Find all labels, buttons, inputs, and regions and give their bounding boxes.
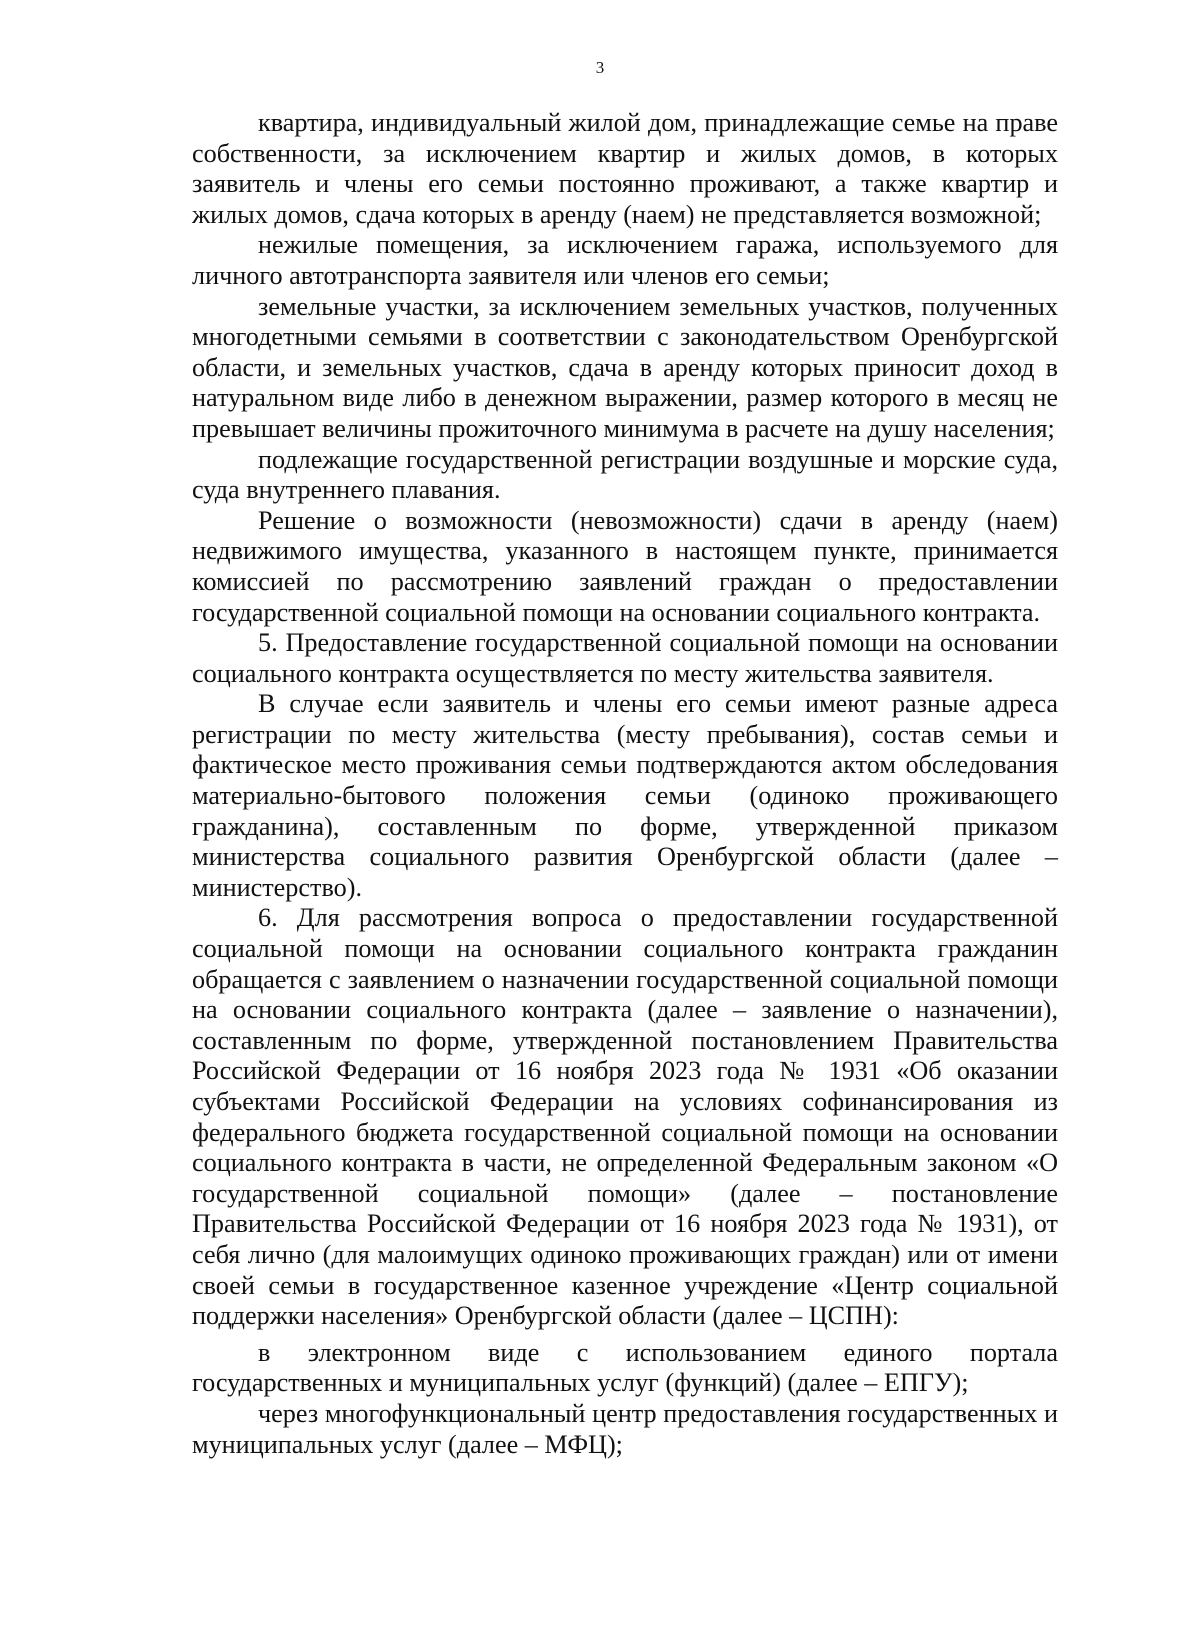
paragraph: квартира, индивидуальный жилой дом, принадлежащие семье на праве собственности, за исключением квартир и жилых домов, в которых заявитель и члены его семьи постоянно проживают, а также квартир и жилых домов, сдача которых в аренду (наем) не представляется возможной; (192, 108, 1058, 229)
paragraph: 5. Предоставление государственной социальной помощи на основании социального контракта осуществляется по месту жительства заявителя. (192, 628, 1058, 688)
paragraph: подлежащие государственной регистрации воздушные и морские суда, суда внутреннего плавания. (192, 444, 1058, 505)
paragraph: в электронном виде с использованием единого портала государственных и муниципальных услуг (функций) (далее – ЕПГУ); (192, 1337, 1058, 1398)
paragraph: через многофункциональный центр предоставления государственных и муниципальных услуг (далее – МФЦ); (192, 1398, 1058, 1459)
paragraph: земельные участки, за исключением земельных участков, полученных многодетными семьями в соответствии с законодательством Оренбургской области, и земельных участков, сдача в аренду которых приносит доход в натуральном виде либо в денежном выражении, размер которого в месяц не превышает величины прожиточного минимума в расчете на душу населения; (192, 291, 1058, 443)
paragraph: 6. Для рассмотрения вопроса о предоставлении государственной социальной помощи на основании социального контракта гражданин обращается с заявлением о назначении государственной социальной помощи на основании социального контракта (далее – заявление о назначении), составленным по форме, утвержденной постановлением Правительства Российской Федерации от 16 ноября 2023 года № 1931 «Об оказании субъектами Российской Федерации на условиях софинансирования из федерального бюджета государственной социальной помощи на основании социального контракта в части, не определенной Федеральным законом «О государственной социальной помощи» (далее – постановление Правительства Российской Федерации от 16 ноября 2023 года № 1931), от себя лично (для малоимущих одиноко проживающих граждан) или от имени своей семьи в государственное казенное учреждение «Центр социальной поддержки населения» Оренбургской области (далее – ЦСПН): (192, 903, 1058, 1331)
document-body (192, 108, 1058, 1460)
paragraph: В случае если заявитель и члены его семьи имеют разные адреса регистрации по месту жительства (месту пребывания), состав семьи и фактическое место проживания семьи подтверждаются актом обследования материально-бытового положения семьи (одиноко проживающего гражданина), составленным по форме, утвержденной приказом министерства социального развития Оренбургской области (далее – министерство). (192, 689, 1058, 902)
paragraph: Решение о возможности (невозможности) сдачи в аренду (наем) недвижимого имущества, указанного в настоящем пункте, принимается комиссией по рассмотрению заявлений граждан о предоставлении государственной социальной помощи на основании социального контракта. (192, 505, 1058, 627)
page-number: 3 (595, 58, 605, 77)
paragraph: нежилые помещения, за исключением гаража, используемого для личного автотранспорта заявителя или членов его семьи; (192, 230, 1058, 290)
